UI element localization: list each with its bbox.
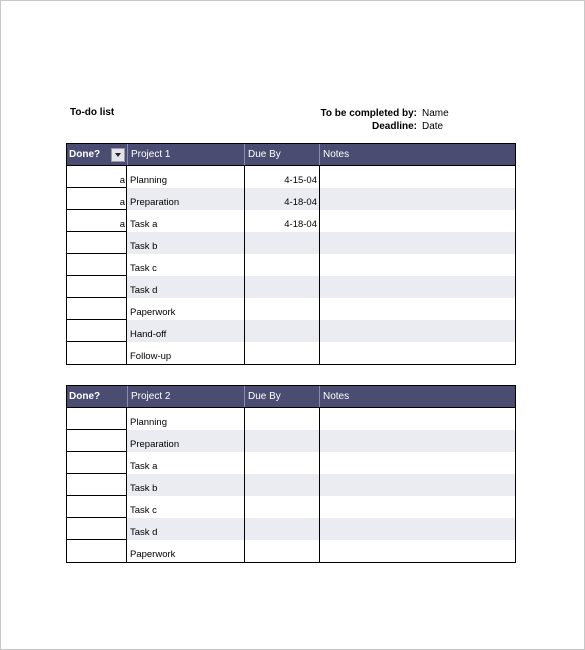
task-cell[interactable]: Preparation bbox=[127, 430, 244, 452]
table-row bbox=[67, 254, 515, 276]
table-row bbox=[67, 452, 515, 474]
done-cell[interactable] bbox=[67, 254, 127, 276]
done-header-label: Done? bbox=[69, 149, 101, 160]
filter-dropdown-icon[interactable] bbox=[111, 148, 125, 162]
table-row bbox=[67, 210, 515, 232]
notes-cell[interactable] bbox=[319, 342, 515, 364]
notes-cell[interactable] bbox=[319, 254, 515, 276]
table-header bbox=[67, 144, 515, 166]
project-column-header: Project 2 bbox=[127, 386, 244, 407]
due-by-cell[interactable]: 4-18-04 bbox=[244, 210, 319, 232]
done-cell[interactable]: a bbox=[67, 166, 127, 188]
due-by-cell[interactable] bbox=[244, 254, 319, 276]
due-by-cell[interactable] bbox=[244, 408, 319, 430]
notes-cell[interactable] bbox=[319, 540, 515, 562]
task-cell[interactable]: Follow-up bbox=[130, 351, 172, 362]
done-cell[interactable] bbox=[67, 232, 127, 254]
table-body bbox=[67, 408, 515, 562]
done-cell[interactable] bbox=[67, 276, 127, 298]
due-by-cell[interactable] bbox=[244, 518, 319, 540]
done-cell[interactable] bbox=[67, 408, 127, 430]
due-by-cell[interactable]: 4-18-04 bbox=[244, 188, 319, 210]
notes-cell[interactable] bbox=[319, 430, 515, 452]
task-cell[interactable]: Task d bbox=[127, 276, 244, 298]
done-cell[interactable]: a bbox=[67, 188, 127, 210]
task-cell[interactable]: Task d bbox=[127, 518, 244, 540]
deadline-row bbox=[300, 120, 500, 133]
task-cell[interactable]: Preparation bbox=[127, 188, 244, 210]
done-column-header: Done? bbox=[69, 391, 101, 402]
due-by-cell[interactable]: 4-15-04 bbox=[244, 166, 319, 188]
notes-cell[interactable] bbox=[319, 408, 515, 430]
task-cell[interactable]: Planning bbox=[130, 175, 167, 186]
project-column-header: Project 1 bbox=[127, 144, 244, 165]
due-by-cell[interactable] bbox=[244, 298, 319, 320]
done-cell[interactable] bbox=[67, 320, 127, 342]
due-by-cell[interactable] bbox=[244, 232, 319, 254]
page-title: To-do list bbox=[70, 107, 115, 118]
task-cell[interactable]: Hand-off bbox=[127, 320, 244, 342]
done-cell[interactable] bbox=[67, 474, 127, 496]
table-header bbox=[67, 386, 515, 408]
table-row bbox=[67, 232, 515, 254]
done-column-header bbox=[67, 144, 127, 165]
done-cell[interactable] bbox=[67, 496, 127, 518]
table-row bbox=[67, 188, 515, 210]
notes-cell[interactable] bbox=[319, 188, 515, 210]
notes-cell[interactable] bbox=[319, 496, 515, 518]
due-by-column-header: Due By bbox=[244, 386, 319, 407]
task-cell[interactable]: Paperwork bbox=[130, 549, 176, 560]
task-cell[interactable]: Task b bbox=[127, 232, 244, 254]
table-row bbox=[67, 276, 515, 298]
due-by-cell[interactable] bbox=[244, 430, 319, 452]
task-cell[interactable]: Task a bbox=[130, 219, 158, 230]
notes-column-header: Notes bbox=[319, 144, 515, 165]
task-cell[interactable]: Planning bbox=[130, 417, 167, 428]
notes-cell[interactable] bbox=[319, 474, 515, 496]
done-cell[interactable]: a bbox=[67, 210, 127, 232]
notes-cell[interactable] bbox=[319, 232, 515, 254]
task-cell[interactable]: Task c bbox=[130, 263, 157, 274]
notes-cell[interactable] bbox=[319, 276, 515, 298]
notes-column-header: Notes bbox=[319, 386, 515, 407]
due-by-column-header: Due By bbox=[244, 144, 319, 165]
due-by-cell[interactable] bbox=[244, 496, 319, 518]
table-row bbox=[67, 320, 515, 342]
table-row bbox=[67, 298, 515, 320]
table-body bbox=[67, 166, 515, 364]
done-cell[interactable] bbox=[67, 452, 127, 474]
deadline-value[interactable]: Date bbox=[422, 121, 444, 132]
notes-cell[interactable] bbox=[319, 210, 515, 232]
table-row bbox=[67, 166, 515, 188]
task-cell[interactable]: Task a bbox=[130, 461, 158, 472]
table-row bbox=[67, 496, 515, 518]
notes-cell[interactable] bbox=[319, 320, 515, 342]
notes-cell[interactable] bbox=[319, 166, 515, 188]
done-cell[interactable] bbox=[67, 298, 127, 320]
table-row bbox=[67, 408, 515, 430]
table-row bbox=[67, 430, 515, 452]
table-row bbox=[67, 342, 515, 364]
due-by-cell[interactable] bbox=[244, 342, 319, 364]
deadline-label: Deadline: bbox=[371, 121, 417, 132]
table-row bbox=[67, 540, 515, 562]
project-1-table bbox=[66, 143, 516, 365]
table-row bbox=[67, 518, 515, 540]
due-by-cell[interactable] bbox=[244, 452, 319, 474]
done-cell[interactable] bbox=[67, 430, 127, 452]
due-by-cell[interactable] bbox=[244, 276, 319, 298]
due-by-cell[interactable] bbox=[244, 320, 319, 342]
task-cell[interactable]: Task c bbox=[130, 505, 157, 516]
project-2-table bbox=[66, 385, 516, 563]
due-by-cell[interactable] bbox=[244, 474, 319, 496]
task-cell[interactable]: Task b bbox=[127, 474, 244, 496]
notes-cell[interactable] bbox=[319, 298, 515, 320]
notes-cell[interactable] bbox=[319, 518, 515, 540]
meta-block bbox=[300, 107, 500, 133]
done-cell[interactable] bbox=[67, 518, 127, 540]
table-row bbox=[67, 474, 515, 496]
done-cell[interactable] bbox=[67, 540, 127, 562]
completed-by-label: To be completed by: bbox=[320, 108, 417, 119]
done-cell[interactable] bbox=[67, 342, 127, 364]
completed-by-value[interactable]: Name bbox=[422, 108, 449, 119]
task-cell[interactable]: Paperwork bbox=[130, 307, 176, 318]
due-by-cell[interactable] bbox=[244, 540, 319, 562]
completed-by-row bbox=[300, 107, 500, 120]
notes-cell[interactable] bbox=[319, 452, 515, 474]
